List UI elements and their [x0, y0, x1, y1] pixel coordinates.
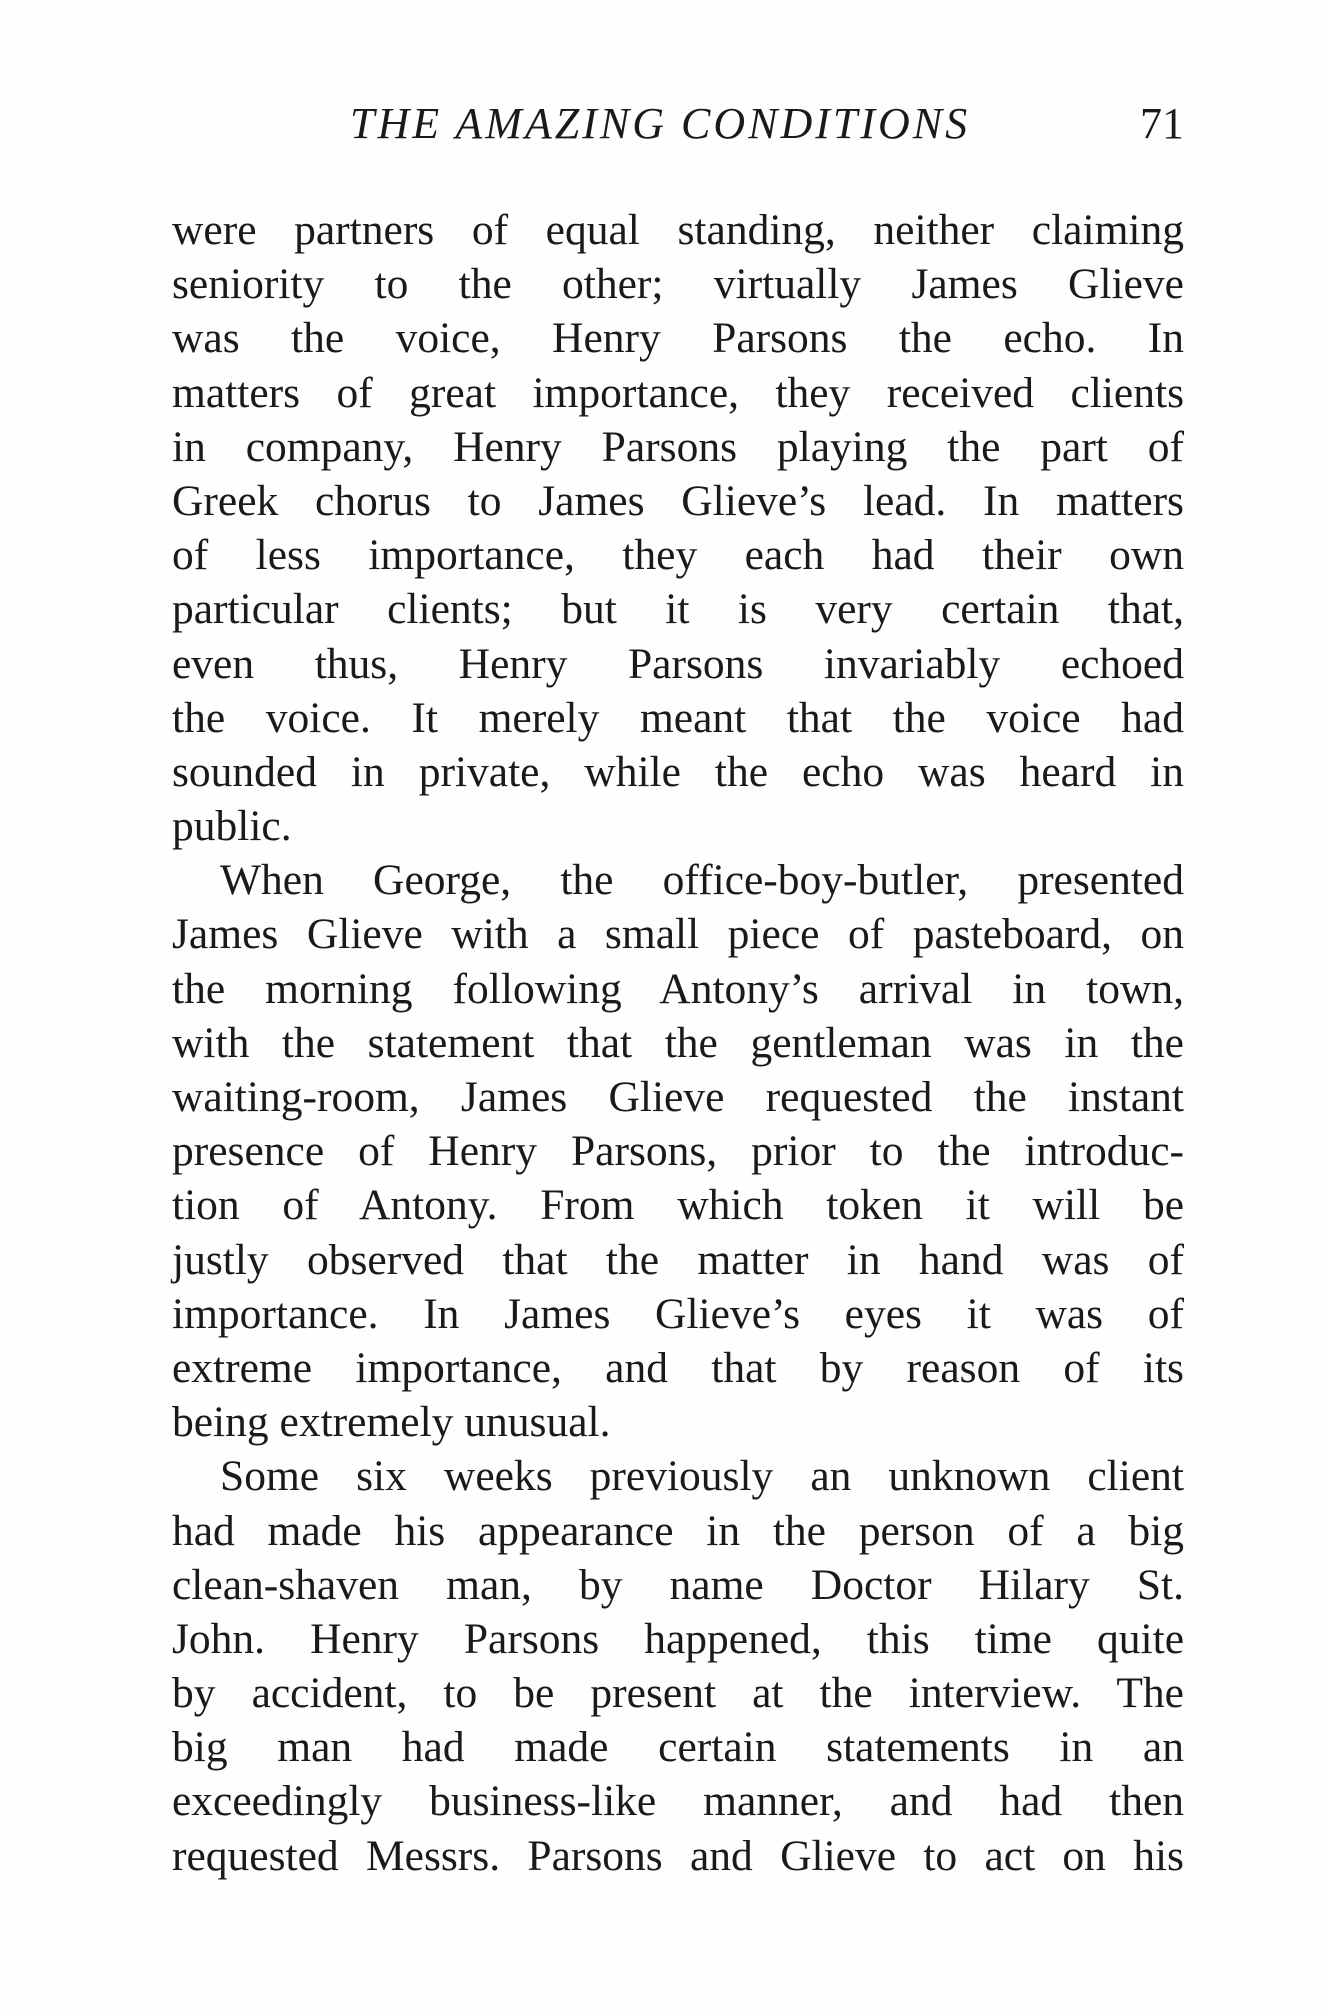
text-line: of less importance, they each had their own — [172, 531, 1184, 580]
text-line: clean-shaven man, by name Doctor Hilary St. — [172, 1560, 1184, 1609]
text-line: tion of Antony. From which token it will be — [172, 1181, 1184, 1230]
text-line: big man had made certain statements in an — [172, 1723, 1184, 1772]
text-line: the voice. It merely meant that the voice had — [172, 693, 1184, 742]
text-line: public. — [172, 802, 292, 851]
text-line: importance. In James Glieve’s eyes it was of — [172, 1289, 1184, 1338]
text-line: James Glieve with a small piece of pasteboard, on — [172, 910, 1184, 959]
text-line: When George, the office-boy-butler, presented — [220, 856, 1184, 905]
text-line: was the voice, Henry Parsons the echo. In — [172, 314, 1184, 363]
text-line: had made his appearance in the person of a big — [172, 1506, 1184, 1555]
text-line: with the statement that the gentleman was in the — [172, 1018, 1184, 1067]
text-line: the morning following Antony’s arrival in town, — [172, 964, 1184, 1013]
text-line: in company, Henry Parsons playing the part of — [172, 422, 1184, 471]
text-line: seniority to the other; virtually James Glieve — [172, 260, 1184, 309]
running-header — [172, 98, 1184, 158]
text-line: by accident, to be present at the interview. The — [172, 1669, 1184, 1718]
text-line: Some six weeks previously an unknown client — [220, 1452, 1184, 1501]
running-title: THE AMAZING CONDITIONS — [350, 99, 971, 148]
text-line: matters of great importance, they received clients — [172, 368, 1184, 417]
text-line: Greek chorus to James Glieve’s lead. In matters — [172, 476, 1184, 525]
text-line: sounded in private, while the echo was heard in — [172, 747, 1184, 796]
text-line: were partners of equal standing, neither claiming — [172, 206, 1184, 254]
text-line: extreme importance, and that by reason of its — [172, 1343, 1184, 1392]
text-line: exceedingly business-like manner, and had then — [172, 1777, 1184, 1826]
text-line: justly observed that the matter in hand was of — [172, 1235, 1184, 1284]
text-line: even thus, Henry Parsons invariably echoed — [172, 639, 1184, 688]
page-number: 71 — [1140, 99, 1184, 148]
text-line: requested Messrs. Parsons and Glieve to act on his — [172, 1831, 1184, 1880]
body-text — [172, 203, 1184, 1883]
text-line: waiting-room, James Glieve requested the instant — [172, 1073, 1184, 1121]
text-line: presence of Henry Parsons, prior to the introduc- — [172, 1127, 1184, 1176]
text-line: being extremely unusual. — [172, 1398, 611, 1447]
text-line: John. Henry Parsons happened, this time quite — [172, 1614, 1184, 1663]
text-line: particular clients; but it is very certain that, — [172, 585, 1184, 634]
